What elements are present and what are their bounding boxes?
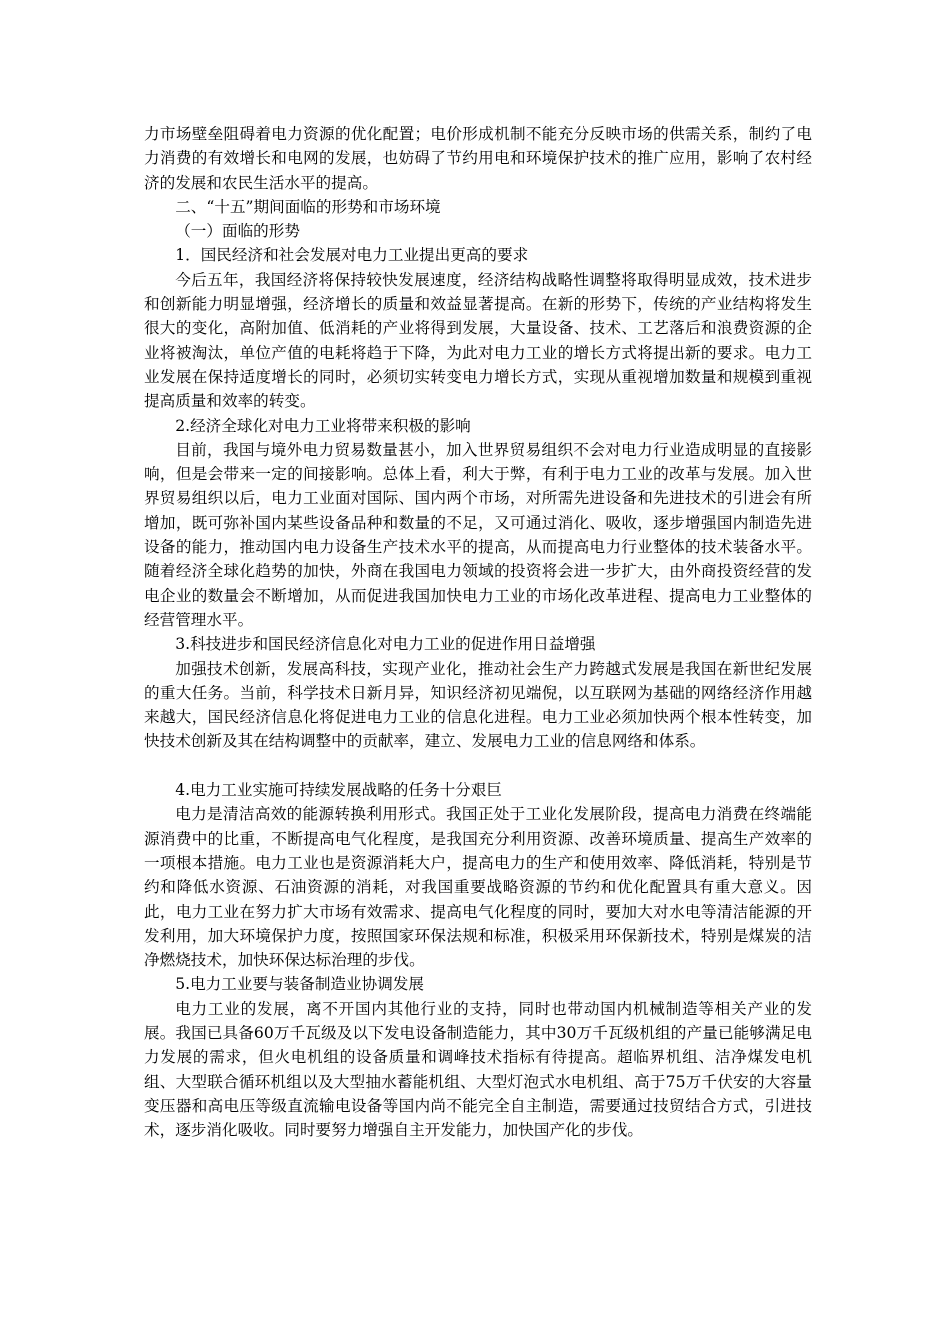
item-heading-4: 4.电力工业实施可持续发展战略的任务十分艰巨	[175, 781, 502, 800]
section-heading-2: 二、“十五”期间面临的形势和市场环境	[175, 197, 441, 216]
body-paragraph-5: 电力工业的发展，离不开国内其他行业的支持，同时也带动国内机械制造等相关产业的发展。我国已具备60万千瓦级及以下发电设备制造能力，其中30万千瓦级机组的产量已能够满足电力发展的需求，但火电机组的设备质量和调峰技术指标有待提高。超临界机组、洁净煤发电机组、大型联合循环机组以及大型抽水蓄能机组、大型灯泡式水电机组、高于75万千伏安的大容量变压器和高电压等级直流输电设备等国内尚不能完全自主制造，需要通过技贸结合方式，引进技术，逐步消化吸收。同时要努力增强自主开发能力，加快国产化的步伐。	[144, 999, 812, 1140]
document-page	[144, 122, 812, 1142]
body-paragraph-2: 目前，我国与境外电力贸易数量甚小，加入世界贸易组织不会对电力行业造成明显的直接影响，但是会带来一定的间接影响。总体上看，利大于弊，有利于电力工业的改革与发展。加入世界贸易组织以后，电力工业面对国际、国内两个市场，对所需先进设备和先进技术的引进会有所增加，既可弥补国内某些设备品种和数量的不足，又可通过消化、吸收，逐步增强国内制造先进设备的能力，推动国内电力设备生产技术水平的提高，从而提高电力行业整体的技术装备水平。随着经济全球化趋势的加快，外商在我国电力领域的投资将会进一步扩大，由外商投资经营的发电企业的数量会不断增加，从而促进我国加快电力工业的市场化改革进程、提高电力工业整体的经营管理水平。	[144, 440, 812, 629]
body-paragraph-continuation: 力市场壁垒阻碍着电力资源的优化配置；电价形成机制不能充分反映市场的供需关系，制约了电力消费的有效增长和电网的发展，也妨碍了节约用电和环境保护技术的推广应用，影响了农村经济的发展和农民生活水平的提高。	[144, 125, 812, 192]
body-paragraph-1: 今后五年，我国经济将保持较快发展速度，经济结构战略性调整将取得明显成效，技术进步和创新能力明显增强，经济增长的质量和效益显著提高。在新的形势下，传统的产业结构将发生很大的变化，高附加值、低消耗的产业将得到发展，大量设备、技术、工艺落后和浪费资源的企业将被淘汰，单位产值的电耗将趋于下降，为此对电力工业的增长方式将提出新的要求。电力工业发展在保持适度增长的同时，必须切实转变电力增长方式，实现从重视增加数量和规模到重视提高质量和效率的转变。	[144, 270, 812, 411]
item-heading-2: 2.经济全球化对电力工业将带来积极的影响	[175, 416, 471, 435]
item-heading-3: 3.科技进步和国民经济信息化对电力工业的促进作用日益增强	[175, 635, 596, 654]
item-heading-1: 1．国民经济和社会发展对电力工业提出更高的要求	[175, 246, 529, 265]
item-heading-5: 5.电力工业要与装备制造业协调发展	[175, 975, 424, 994]
body-paragraph-3: 加强技术创新，发展高科技，实现产业化，推动社会生产力跨越式发展是我国在新世纪发展的重大任务。当前，科学技术日新月异，知识经济初见端倪，以互联网为基础的网络经济作用越来越大，国民经济信息化将促进电力工业的信息化进程。电力工业必须加快两个根本性转变，加快技术创新及其在结构调整中的贡献率，建立、发展电力工业的信息网络和体系。	[144, 659, 812, 751]
body-paragraph-4: 电力是清洁高效的能源转换利用形式。我国正处于工业化发展阶段，提高电力消费在终端能源消费中的比重，不断提高电气化程度，是我国充分利用资源、改善环境质量、提高生产效率的一项根本措施。电力工业也是资源消耗大户，提高电力的生产和使用效率、降低消耗，特别是节约和降低水资源、石油资源的消耗，对我国重要战略资源的节约和优化配置具有重大意义。因此，电力工业在努力扩大市场有效需求、提高电气化程度的同时，要加大对水电等清洁能源的开发利用，加大环境保护力度，按照国家环保法规和标准，积极采用环保新技术，特别是煤炭的洁净燃烧技术，加快环保达标治理的步伐。	[144, 805, 812, 970]
subsection-heading-1: （一）面临的形势	[175, 222, 300, 241]
blank-line	[144, 754, 812, 778]
